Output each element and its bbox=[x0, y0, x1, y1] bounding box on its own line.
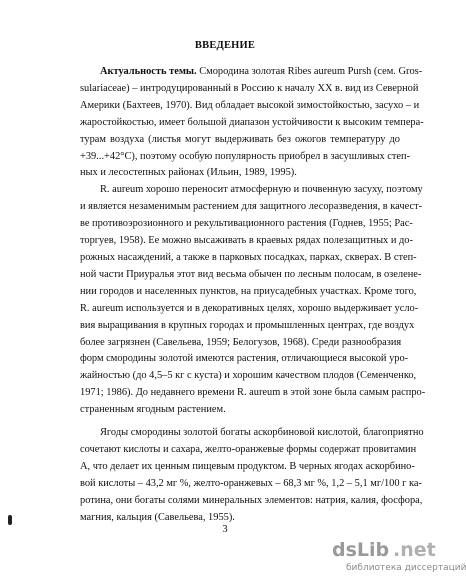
text-line: ве противоэрозионного и рекультивационного растения (Годнев, 1955; Рас- bbox=[80, 218, 413, 230]
watermark bbox=[330, 534, 466, 578]
text-line: ротина, они богаты солями минеральных элементов: натрия, калия, фосфора, bbox=[80, 494, 423, 506]
svg-text:.net: .net bbox=[393, 539, 436, 561]
text-line: R. aureum используется и в декоративных целях, хорошо выдерживает усло- bbox=[80, 302, 419, 314]
watermark-subtitle: библиотека диссертаций bbox=[346, 563, 466, 573]
text-line: нии городов и населенных пунктов, на приусадебных участках. Кроме того, bbox=[80, 285, 417, 297]
text-line: турам воздуха (листья могут выдерживать без ожогов температуру до bbox=[80, 133, 400, 145]
text-line: sulariaceae) – интродуцированный в Россию к началу XX в. вид из Северной bbox=[80, 82, 419, 94]
text-line: жаростойкостью, имеет большой диапазон устойчивости к высоким темпера- bbox=[80, 116, 424, 128]
body-text bbox=[80, 64, 426, 526]
page-number: 3 bbox=[222, 524, 228, 535]
text-line: ной части Приуралья этот вид весьма обычен по лесным полосам, в озелене- bbox=[80, 268, 422, 280]
topic-label: Актуальность темы. bbox=[100, 66, 197, 77]
text-line: R. aureum хорошо переносит атмосферную и почвенную засуху, поэтому bbox=[100, 184, 423, 196]
text-line: сочетают кислоты и сахара, желто-оранжевые формы содержат провитамин bbox=[80, 443, 417, 455]
text-line: вия выращивания в крупных городах и промышленных центрах, где воздух bbox=[80, 319, 415, 331]
text-line: А, что делает их ценным пищевым продуктом. В черных ягодах аскорбино- bbox=[80, 460, 415, 472]
text-line: Америки (Бахтеев, 1970). Вид обладает высокой зимостойкостью, засухо – и bbox=[80, 99, 420, 111]
text-line: Актуальность темы. Смородина золотая Ribes aureum Pursh (сем. Gros- bbox=[100, 66, 423, 77]
text-line: вой кислоты – 43,2 мг %, желто-оранжевых – 68,3 мг %, 1,2 – 5,1 мг/100 г ка- bbox=[80, 477, 422, 489]
text-line: +39...+42°С), поэтому особую популярность приобрел в засушливых степ- bbox=[80, 150, 411, 162]
section-heading: ВВЕДЕНИЕ bbox=[194, 40, 256, 51]
text-line: и является незаменимым растением для защитного лесоразведения, в качест- bbox=[80, 201, 423, 213]
text-line: Ягоды смородины золотой богаты аскорбиновой кислотой, благоприятно bbox=[100, 427, 424, 439]
svg-text:dsLib: dsLib bbox=[332, 539, 390, 561]
text-line: более загрязнен (Савельева, 1959; Белогузов, 1968). Среди разнообразия bbox=[80, 336, 402, 348]
text-line: форм смородины золотой имеются растения, отличающиеся высокой уро- bbox=[80, 353, 409, 365]
text-line: рожных насаждений, а также в парковых посадках, парках, скверах. В степ- bbox=[80, 251, 417, 263]
text-line: страненным ягодным растением. bbox=[80, 404, 226, 416]
text-line: торгуев, 1958). Ее можно высаживать в краевых рядах полезащитных и до- bbox=[80, 235, 413, 247]
text-line: ных и лесостепных районах (Ильин, 1989, 1995). bbox=[80, 167, 297, 179]
scan-mark bbox=[8, 515, 12, 525]
text-line: жайностью (до 4,5–5 кг с куста) и хорошим качеством плодов (Семенченко, bbox=[80, 370, 417, 382]
text-line: 1971; 1986). До недавнего времени R. aureum в этой зоне была самым распро- bbox=[80, 387, 426, 399]
dslib-logo bbox=[330, 534, 448, 562]
text-line: магния, кальция (Савельева, 1955). bbox=[80, 511, 235, 523]
